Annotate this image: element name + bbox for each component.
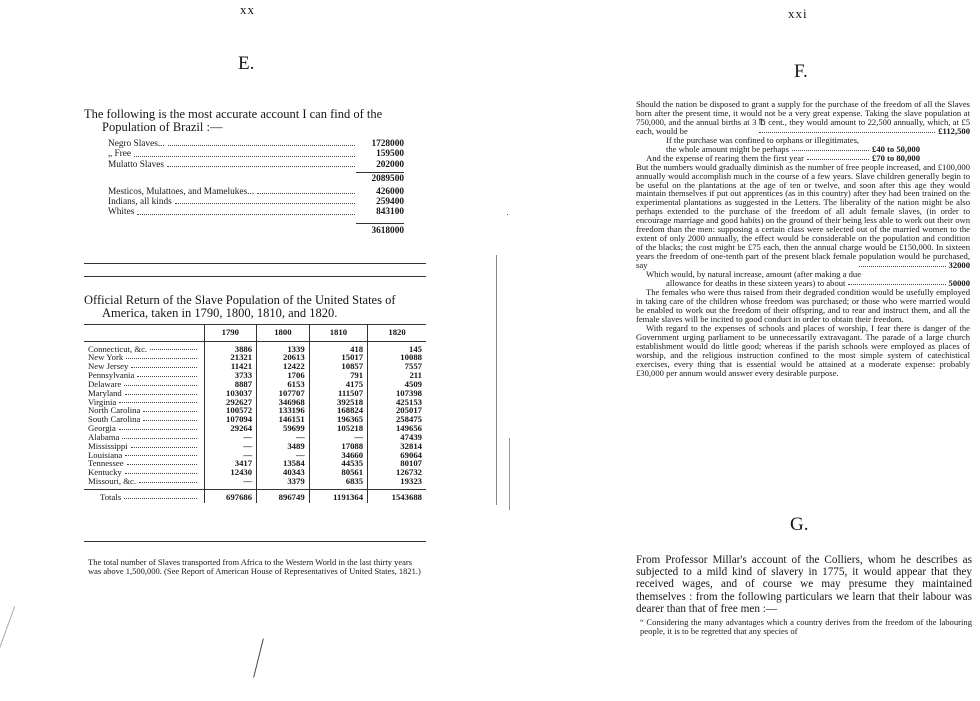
- brazil-row-value: 843100: [376, 207, 404, 218]
- brazil-row-value: 159500: [376, 149, 404, 160]
- cell-value: 418: [309, 341, 367, 353]
- cell-value: 211: [368, 371, 426, 380]
- cell-value: 29264: [204, 424, 257, 433]
- table-row: [84, 341, 426, 353]
- brazil-row-value: 259400: [376, 197, 404, 208]
- cell-value: 107094: [204, 415, 257, 424]
- cell-value: 7557: [368, 362, 426, 371]
- cell-value: 145: [368, 341, 426, 353]
- cell-value: 292627: [204, 398, 257, 407]
- year-header: 1800: [257, 325, 310, 341]
- table-row: [84, 380, 426, 389]
- table-row: [84, 424, 426, 433]
- brazil-row-label: Indians, all kinds: [108, 197, 172, 208]
- state-name: Connecticut, &c.: [88, 343, 148, 354]
- cell-value: 80107: [368, 459, 426, 468]
- totals-label: Totals: [100, 492, 122, 503]
- section-f-text: Should the nation be disposed to grant a supply for the purchase of the freedom of all the Slaves born after the present time, it would not be a very great expense. Taking the slave population at 750,000, and the annual births at 3 ℔ cent., they would amount to 22,500 annually, which, at £5 each, would be £112,500 If the purchase was confined to orphans or illegitimates, the whole amount might be perhaps £40 to 50,000 And the expense of rearing them the first year £70 to 80,000 But the numbers would gradually diminish as the number of free people increased, and £100,000 annually would accomplish much in the course of a few years. Slave children generally begin to be useful on the plantations at the age of ten or twelve, and soon after this age they would maintain themselves if put out apprentices (as in this country) after they had been trained on the experimental plantations as suggested in the Letters. The liberality of the nation might be also perhaps extended to the purchase of the freedom of all adult female slaves, (in order to encourage marriage and good habits) on the ground of their being less able to work out their own freedom than the men: supposing a certain class were selected out of the married women to the extent of only 2000 annually, the effect would be considerable on the population and condition of the blacks; the cost might be £75 each, then the annual charge would be £150,000. In sixteen years the freedom of one-tenth part of the present black female population would be purchased, say 32000 Which would, by natural increase, amount (after making a due allowance for deaths in these sixteen years) to about 50000 The females who were thus raised from their degraded condition would be usefully employed in taking care of the children whose freedom was purchased; or those who were married would be enabled to work out the freedom of their offspring, and to rear and instruct them, and all the female slaves will be incited to good conduct in order to obtain their freedom. With regard to the expenses of schools and places of worship, I fear there is danger of the Government urging parliament to be unnecessarily extravagant. The parade of a large church establishment would do little good; whereas if the parish schools were employed as places of worship, and the religious instruction confined to the most simple system of catechistical exercises, every thing that is essential would be attained at a moderate expense: probably £30,000 per annum would answer every desirable purpose.: [636, 99, 970, 378]
- cell-value: 13584: [257, 459, 310, 468]
- section-g-heading: G.: [790, 514, 809, 535]
- cell-value: 1706: [257, 371, 310, 380]
- cell-value: 149656: [368, 424, 426, 433]
- cell-value: 146151: [257, 415, 310, 424]
- divider: [84, 263, 426, 264]
- state-name: Maryland: [88, 387, 122, 398]
- brazil-row: [108, 149, 404, 159]
- cell-value: 12422: [257, 362, 310, 371]
- cell-value: 1339: [257, 341, 310, 353]
- cell-value: 107707: [257, 389, 310, 398]
- cell-value: —: [257, 433, 310, 442]
- state-name: Pennsylvania: [88, 370, 135, 381]
- cell-value: 10088: [368, 353, 426, 362]
- cell-value: 791: [309, 371, 367, 380]
- cell-value: 258475: [368, 415, 426, 424]
- brazil-row: [108, 160, 404, 170]
- brazil-row-value: 426000: [376, 186, 404, 197]
- state-name: Virginia: [88, 396, 117, 407]
- cell-value: 3489: [257, 442, 310, 451]
- total-value: 896749: [257, 489, 310, 503]
- section-g-quote: “ Considering the many advantages which a country derives from the freedom of the labouring people, it is to be regretted that any species of: [640, 617, 972, 636]
- cell-value: —: [257, 451, 310, 460]
- year-header: 1820: [368, 325, 426, 341]
- cell-value: 3886: [204, 341, 257, 353]
- cell-value: 4509: [368, 380, 426, 389]
- state-name: Louisiana: [88, 449, 123, 460]
- total-value: 1191364: [309, 489, 367, 503]
- state-name: Tennessee: [88, 458, 124, 469]
- brazil-row: [108, 139, 404, 149]
- cell-value: 15017: [309, 353, 367, 362]
- table-row: [84, 477, 426, 486]
- brazil-population-list: [108, 139, 404, 236]
- cell-value: 8887: [204, 380, 257, 389]
- brazil-intro: The following is the most accurate account I can find of the Population of Brazil :—: [84, 107, 383, 134]
- cell-value: 40343: [257, 468, 310, 477]
- cell-value: 21321: [204, 353, 257, 362]
- pencil-mark: [0, 606, 15, 651]
- cell-value: 32814: [368, 442, 426, 451]
- cell-value: 17088: [309, 442, 367, 451]
- cell-value: —: [309, 433, 367, 442]
- left-page-number: xx: [240, 2, 255, 17]
- cell-value: 69064: [368, 451, 426, 460]
- cell-value: 10857: [309, 362, 367, 371]
- state-name: Missouri, &c.: [88, 476, 137, 487]
- state-name: Delaware: [88, 378, 122, 389]
- cell-value: 6835: [309, 477, 367, 486]
- state-name: New Jersey: [88, 361, 129, 372]
- table-row: [84, 442, 426, 451]
- cell-value: —: [204, 433, 257, 442]
- state-name: Mississippi: [88, 440, 128, 451]
- cell-value: 196365: [309, 415, 367, 424]
- cell-value: 20613: [257, 353, 310, 362]
- total-value: 1543688: [368, 489, 426, 503]
- state-name: South Carolina: [88, 414, 141, 425]
- divider: [84, 276, 426, 277]
- table-row: [84, 433, 426, 442]
- gutter-line: [509, 438, 510, 510]
- brazil-row-label: Negro Slaves...: [108, 139, 165, 149]
- brazil-row: [108, 207, 404, 217]
- table-row: [84, 389, 426, 398]
- cell-value: 19323: [368, 477, 426, 486]
- section-f-heading: F.: [794, 61, 808, 82]
- cell-value: 4175: [309, 380, 367, 389]
- cell-value: 12430: [204, 468, 257, 477]
- cell-value: 3733: [204, 371, 257, 380]
- brazil-row-label: Whites: [108, 207, 135, 218]
- cell-value: 111507: [309, 389, 367, 398]
- brazil-row-label: Mesticos, Mulattoes, and Mamelukes...: [108, 186, 255, 197]
- us-slave-return-heading: Official Return of the Slave Population of the United States of America, taken in 1790, 1800, 1810, and 1820.: [84, 293, 396, 320]
- brazil-subtotal: 2089500: [371, 174, 404, 185]
- brazil-row: [108, 187, 404, 197]
- cell-value: 126732: [368, 468, 426, 477]
- cell-value: —: [204, 442, 257, 451]
- cell-value: 205017: [368, 406, 426, 415]
- brazil-row-value: 1728000: [371, 139, 404, 149]
- state-name: Alabama: [88, 431, 120, 442]
- us-slave-table: [84, 325, 426, 503]
- brazil-total: 3618000: [371, 225, 404, 236]
- cell-value: 3417: [204, 459, 257, 468]
- cell-value: 100572: [204, 406, 257, 415]
- cell-value: 425153: [368, 398, 426, 407]
- cell-value: 59699: [257, 424, 310, 433]
- cell-value: 11421: [204, 362, 257, 371]
- cell-value: 107398: [368, 389, 426, 398]
- state-name: Kentucky: [88, 467, 122, 478]
- brazil-row-label: „ Free: [108, 149, 131, 160]
- table-row: [84, 362, 426, 371]
- cell-value: 6153: [257, 380, 310, 389]
- table-row: [84, 451, 426, 460]
- table-row: [84, 353, 426, 362]
- cell-value: —: [204, 451, 257, 460]
- cell-value: —: [204, 477, 257, 486]
- cell-value: 44535: [309, 459, 367, 468]
- cell-value: 105218: [309, 424, 367, 433]
- cell-value: 80561: [309, 468, 367, 477]
- brazil-row-value: 202000: [376, 159, 404, 170]
- totals-row: [84, 489, 426, 503]
- cell-value: 392518: [309, 398, 367, 407]
- section-g-text: From Professor Millar's account of the Colliers, whom he describes as subjected to a mild kind of slavery in 1775, it would appear that they received wages, and of course we may presume they maintained themselves : from the following particulars we learn that their labour was dearer than that of free men :—: [636, 554, 972, 615]
- cell-value: 47439: [368, 433, 426, 442]
- gutter-line: [496, 255, 497, 505]
- cell-value: 346968: [257, 398, 310, 407]
- state-name: North Carolina: [88, 405, 141, 416]
- cell-value: 3379: [257, 477, 310, 486]
- table-row: [84, 459, 426, 468]
- state-name: New York: [88, 352, 124, 363]
- table-row: [84, 371, 426, 380]
- year-header: 1810: [309, 325, 367, 341]
- cell-value: 103037: [204, 389, 257, 398]
- cell-value: 168824: [309, 406, 367, 415]
- brazil-row-label: Mulatto Slaves: [108, 159, 165, 170]
- year-header: 1790: [204, 325, 257, 341]
- table-row: [84, 415, 426, 424]
- right-page-number: xxi: [788, 6, 808, 21]
- cell-value: 34660: [309, 451, 367, 460]
- transport-note: The total number of Slaves transported from Africa to the Western World in the last thirty years was above 1,500,000. (See Report of American House of Representatives of United States, 1821.): [88, 557, 421, 577]
- state-name: Georgia: [88, 423, 116, 434]
- brazil-row: [108, 197, 404, 207]
- cell-value: 133196: [257, 406, 310, 415]
- section-e-heading: E.: [238, 53, 255, 74]
- pencil-mark: [253, 638, 264, 677]
- total-value: 697686: [204, 489, 257, 503]
- us-slave-table-frame: [84, 324, 426, 542]
